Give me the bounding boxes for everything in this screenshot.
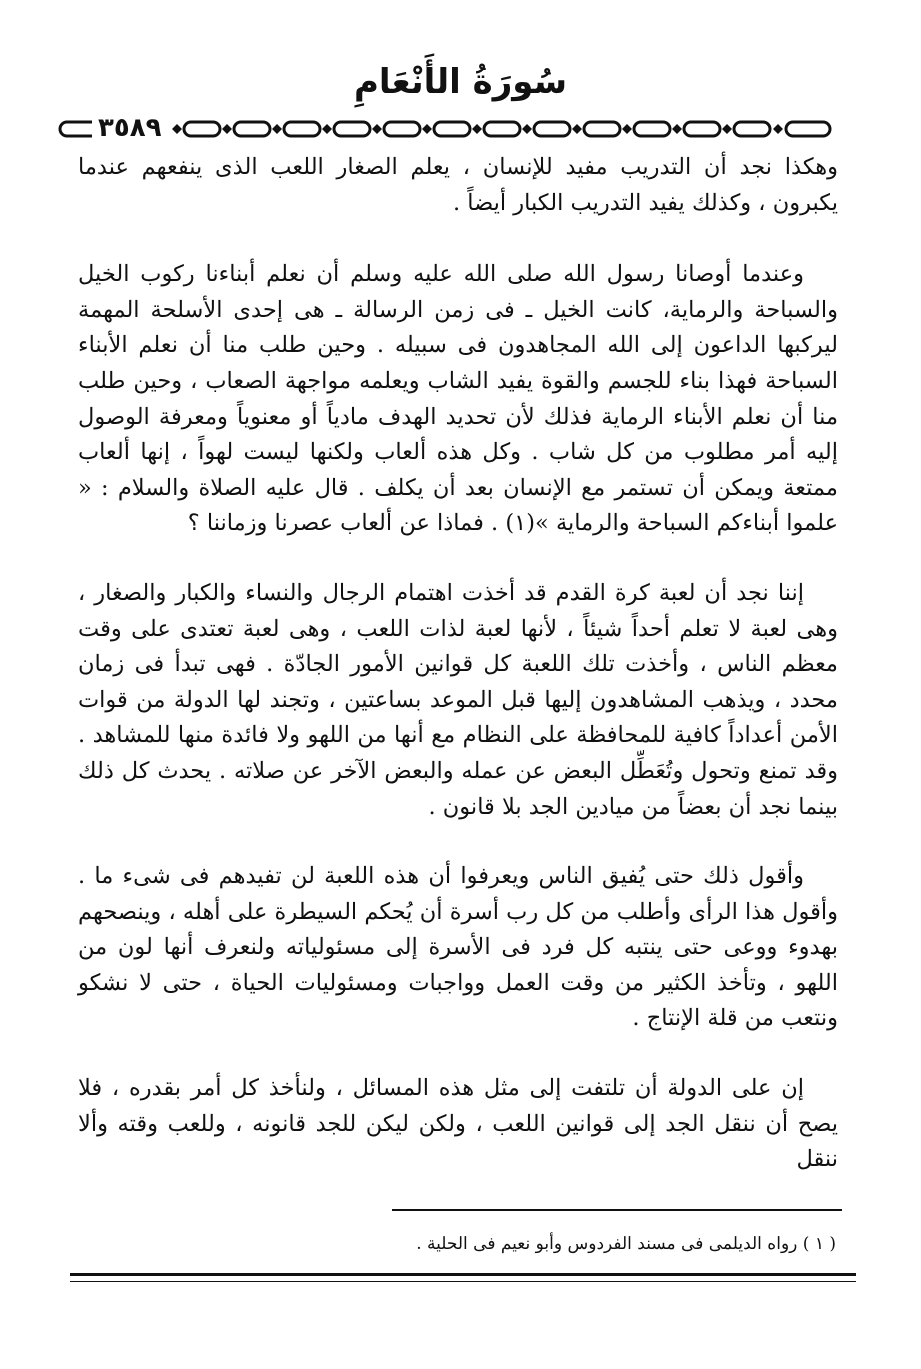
paragraph: وعندما أوصانا رسول الله صلى الله عليه وسلم أن نعلم أبناءنا ركوب الخيل والسباحة والرماية، كانت الخيل ـ فى زمن الرسالة ـ هى إحدى الأسلحة المهمة ليركبها الداعون إلى الله المجاهدون فى سبيله . وحين طلب منا أن نعلم الأبناء السباحة فهذا بناء للجسم والقوة يفيد الشاب ويعلمه مواجهة الصعاب ، وحين طلب منا أن نعلم الأبناء الرماية فذلك لأن تحديد الهدف مادياً أو معنوياً ومعرفة الوصول إليه أمر مطلوب من كل شاب . وكل هذه ألعاب ولكنها ليست لهواً ، إنها ألعاب ممتعة ويمكن أن تستمر مع الإنسان بعد أن يكلف . قال عليه الصلاة والسلام : « علموا أبناءكم السباحة والرماية »(١) . فماذا عن ألعاب عصرنا وزماننا ؟ (78, 261, 838, 537)
surah-title: سُورَةُ الأَنْعَامِ (353, 62, 568, 102)
bottom-border (70, 1273, 856, 1276)
paragraph: إننا نجد أن لعبة كرة القدم قد أخذت اهتمام الرجال والنساء والكبار والصغار ، وهى لعبة لا تعلم أحداً شيئاً ، لأنها لعبة لذات اللعب ، وهى لعبة تعتدى على وقت معظم الناس ، وأخذت تلك اللعبة كل قوانين الأمور الجادّة . فهى تبدأ فى زمان محدد ، ويذهب المشاهدون إليها قبل الموعد بساعتين ، وتجند لها الدولة من قوات الأمن أعداداً كافية للمحافظة على النظام مع أنها من اللهو ولا فائدة منها للمشاهد . وقد تمنع وتحول وتُعَطِّل البعض عن عمله والبعض الآخر عن صلاته . يحدث كل ذلك بينما نجد أن بعضاً من ميادين الجد بلا قانون . (78, 579, 838, 820)
bottom-border-thin (70, 1281, 856, 1282)
page-number: ٣٥٨٩ (92, 112, 167, 144)
footnote-divider (392, 1209, 842, 1211)
footnote: ( ١ ) رواه الديلمى فى مسند الفردوس وأبو نعيم فى الحلية . (416, 1234, 836, 1254)
paragraph: إن على الدولة أن تلتفت إلى مثل هذه المسائل ، ولنأخذ كل أمر بقدره ، فلا يصح أن ننقل الجد إلى قوانين اللعب ، ولكن ليكن للجد قانونه ، وللعب وقته وألا ننقل (78, 1075, 838, 1173)
paragraph: وهكذا نجد أن التدريب مفيد للإنسان ، يعلم الصغار اللعب الذى ينفعهم عندما يكبرون ، وكذلك يفيد التدريب الكبار أيضاً . (78, 154, 838, 216)
ornamental-header-border (52, 112, 838, 146)
paragraph: وأقول ذلك حتى يُفيق الناس ويعرفوا أن هذه اللعبة لن تفيدهم فى شىء ما . وأقول هذا الرأى وأطلب من كل رب أسرة أن يُحكم السيطرة على أهله ، وينصحهم بهدوء ووعى حتى ينتبه كل فرد فى الأسرة إلى مسئولياته ولنعرف أنها لون من اللهو ، وتأخذ الكثير من وقت العمل وواجبات ومسئوليات الحياة ، حتى لا نشكو ونتعب من قلة الإنتاج . (78, 863, 838, 1032)
body-text (78, 150, 838, 1178)
